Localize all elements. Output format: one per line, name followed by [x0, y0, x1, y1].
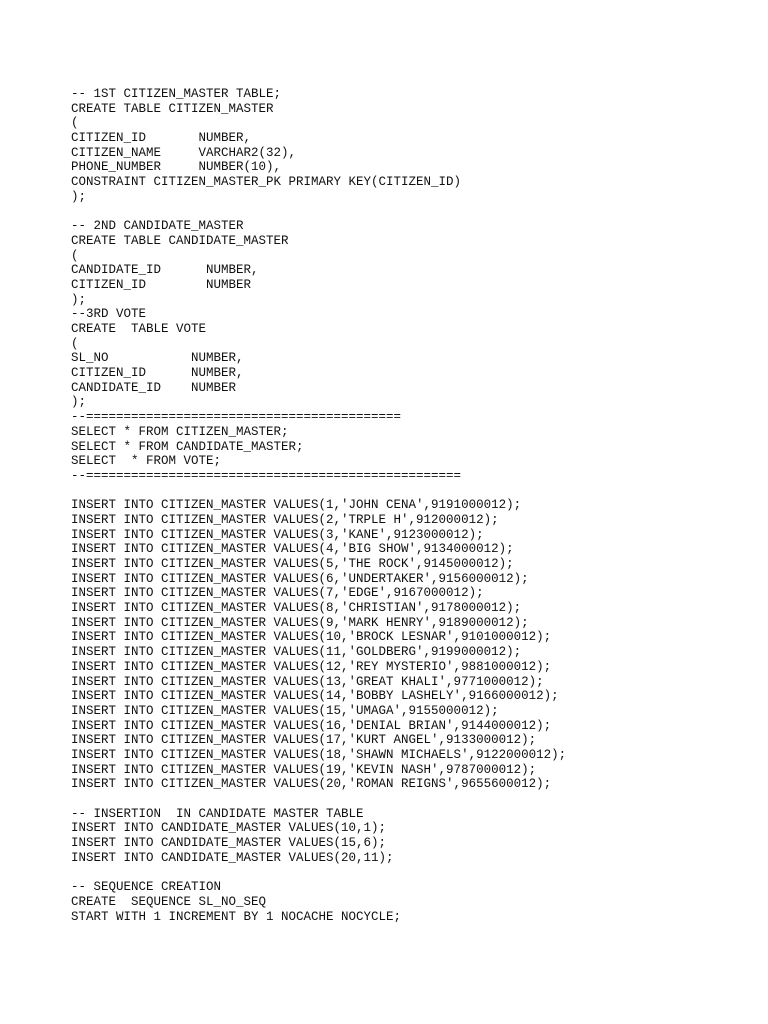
code-line: CONSTRAINT CITIZEN_MASTER_PK PRIMARY KEY(CITIZEN_ID)	[71, 175, 462, 190]
code-line: INSERT INTO CITIZEN_MASTER VALUES(3,'KANE',9123000012);	[71, 527, 484, 542]
code-line: (	[71, 336, 79, 351]
code-line: SELECT * FROM CANDIDATE_MASTER;	[71, 439, 304, 454]
code-line: INSERT INTO CITIZEN_MASTER VALUES(6,'UNDERTAKER',9156000012);	[71, 571, 529, 586]
code-line: INSERT INTO CITIZEN_MASTER VALUES(9,'MARK HENRY',9189000012);	[71, 615, 529, 630]
code-line: INSERT INTO CITIZEN_MASTER VALUES(19,'KEVIN NASH',9787000012);	[71, 762, 537, 777]
code-line: INSERT INTO CITIZEN_MASTER VALUES(12,'REY MYSTERIO',9881000012);	[71, 659, 552, 674]
code-line: INSERT INTO CANDIDATE_MASTER VALUES(10,1);	[71, 821, 387, 836]
code-line: );	[71, 292, 87, 307]
code-line: START WITH 1 INCREMENT BY 1 NOCACHE NOCYCLE;	[71, 909, 402, 924]
code-line: INSERT INTO CITIZEN_MASTER VALUES(20,'ROMAN REIGNS',9655600012);	[71, 777, 552, 792]
code-line: CANDIDATE_ID NUMBER	[71, 380, 237, 395]
code-line: --3RD VOTE	[71, 307, 147, 322]
code-line: -- SEQUENCE CREATION	[71, 880, 222, 895]
code-line: INSERT INTO CITIZEN_MASTER VALUES(15,'UMAGA',9155000012);	[71, 703, 499, 718]
code-line: INSERT INTO CITIZEN_MASTER VALUES(18,'SHAWN MICHAELS',9122000012);	[71, 747, 567, 762]
code-line: INSERT INTO CITIZEN_MASTER VALUES(10,'BROCK LESNAR',9101000012);	[71, 630, 552, 645]
code-line: SELECT * FROM CITIZEN_MASTER;	[71, 424, 289, 439]
code-line: INSERT INTO CANDIDATE_MASTER VALUES(15,6);	[71, 836, 387, 851]
code-line: CITIZEN_ID NUMBER,	[71, 131, 252, 146]
code-line: --==================================================	[71, 468, 462, 483]
code-line: -- INSERTION IN CANDIDATE MASTER TABLE	[71, 806, 364, 821]
code-line: CANDIDATE_ID NUMBER,	[71, 263, 259, 278]
code-line: SELECT * FROM VOTE;	[71, 454, 222, 469]
code-line	[71, 792, 566, 807]
code-line: -- 2ND CANDIDATE_MASTER	[71, 219, 244, 234]
code-line: CITIZEN_ID NUMBER	[71, 277, 252, 292]
sql-code-block	[71, 87, 566, 924]
code-line: CREATE SEQUENCE SL_NO_SEQ	[71, 894, 267, 909]
code-line: PHONE_NUMBER NUMBER(10),	[71, 160, 282, 175]
code-line: INSERT INTO CANDIDATE_MASTER VALUES(20,11);	[71, 850, 394, 865]
code-line: INSERT INTO CITIZEN_MASTER VALUES(5,'THE ROCK',9145000012);	[71, 557, 514, 571]
code-line: );	[71, 189, 87, 204]
code-line	[71, 484, 566, 499]
code-line: SL_NO NUMBER,	[71, 351, 244, 366]
code-line: INSERT INTO CITIZEN_MASTER VALUES(1,'JOHN CENA',9191000012);	[71, 498, 522, 513]
code-line: INSERT INTO CITIZEN_MASTER VALUES(8,'CHRISTIAN',9178000012);	[71, 601, 522, 616]
code-line: CREATE TABLE VOTE	[71, 322, 207, 336]
code-line: CREATE TABLE CANDIDATE_MASTER	[71, 233, 289, 248]
code-line: (	[71, 116, 79, 131]
code-line	[71, 865, 566, 880]
code-line: CITIZEN_NAME VARCHAR2(32),	[71, 145, 297, 160]
code-line: INSERT INTO CITIZEN_MASTER VALUES(16,'DENIAL BRIAN',9144000012);	[71, 718, 552, 733]
code-line	[71, 205, 566, 220]
code-line: CREATE TABLE CITIZEN_MASTER	[71, 101, 274, 116]
code-line: INSERT INTO CITIZEN_MASTER VALUES(17,'KURT ANGEL',9133000012);	[71, 733, 537, 748]
code-line: INSERT INTO CITIZEN_MASTER VALUES(13,'GREAT KHALI',9771000012);	[71, 674, 544, 689]
code-line: CITIZEN_ID NUMBER,	[71, 366, 244, 381]
code-line: INSERT INTO CITIZEN_MASTER VALUES(14,'BOBBY LASHELY',9166000012);	[71, 689, 559, 704]
code-line: );	[71, 395, 87, 410]
code-line: (	[71, 248, 79, 263]
code-line: INSERT INTO CITIZEN_MASTER VALUES(2,'TRPLE H',912000012);	[71, 512, 499, 527]
code-line: INSERT INTO CITIZEN_MASTER VALUES(4,'BIG SHOW',9134000012);	[71, 542, 514, 557]
code-line: --==========================================	[71, 410, 402, 425]
code-line: -- 1ST CITIZEN_MASTER TABLE;	[71, 87, 282, 101]
code-line: INSERT INTO CITIZEN_MASTER VALUES(7,'EDGE',9167000012);	[71, 586, 484, 601]
code-line: INSERT INTO CITIZEN_MASTER VALUES(11,'GOLDBERG',9199000012);	[71, 645, 522, 660]
